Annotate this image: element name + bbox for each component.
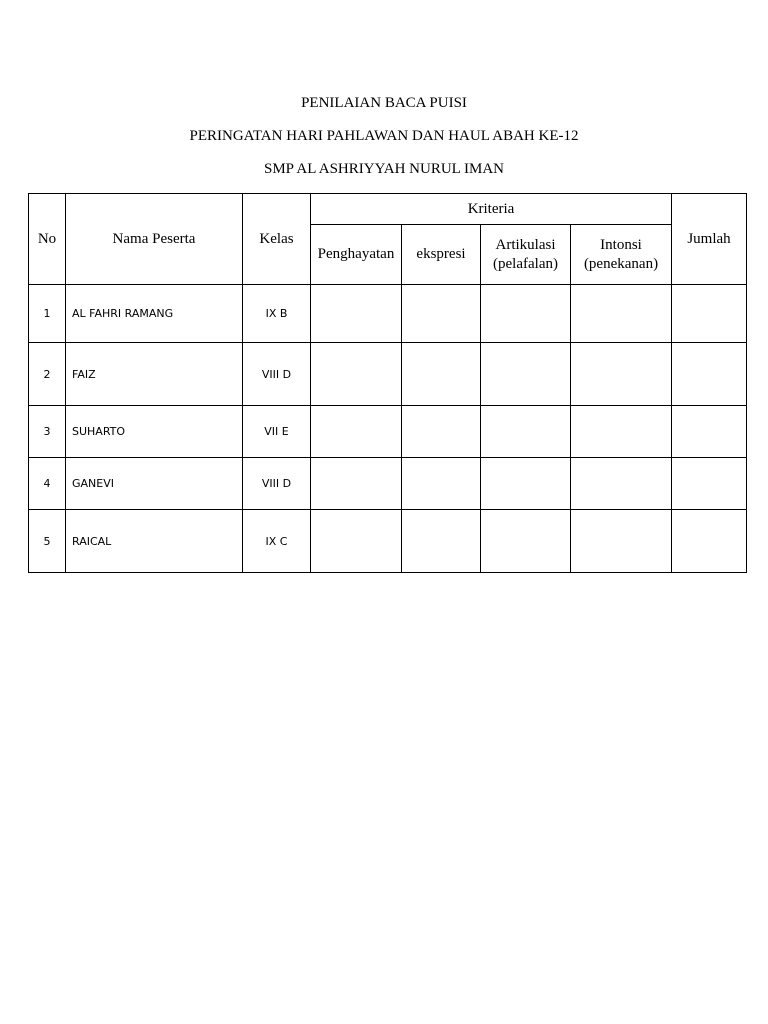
row-no: 3 [29,406,66,458]
header-kriteria: Kriteria [311,194,672,225]
table-row [29,510,747,573]
score-intonasi[interactable] [571,458,672,510]
row-kelas: IX C [243,510,311,573]
score-penghayatan[interactable] [311,510,402,573]
score-intonasi[interactable] [571,285,672,343]
score-jumlah[interactable] [672,458,747,510]
score-penghayatan[interactable] [311,343,402,406]
header-nama-peserta: Nama Peserta [66,194,243,285]
header-intonasi-label: Intonsi [600,236,642,253]
header-artikulasi [481,225,571,285]
table-row [29,285,747,343]
row-nama: GANEVI [66,458,243,510]
assessment-table [28,193,747,573]
row-nama: SUHARTO [66,406,243,458]
score-artikulasi[interactable] [481,406,571,458]
score-ekspresi[interactable] [402,510,481,573]
header-jumlah: Jumlah [672,194,747,285]
event-subtitle: PERINGATAN HARI PAHLAWAN DAN HAUL ABAH KE-12 [189,128,579,144]
row-nama: RAICAL [66,510,243,573]
header-artikulasi-label: Artikulasi [495,236,556,253]
score-intonasi[interactable] [571,510,672,573]
score-intonasi[interactable] [571,343,672,406]
score-artikulasi[interactable] [481,458,571,510]
score-jumlah[interactable] [672,285,747,343]
header-intonasi-note: (penekanan) [583,255,659,272]
row-no: 4 [29,458,66,510]
score-ekspresi[interactable] [402,343,481,406]
row-kelas: IX B [243,285,311,343]
score-ekspresi[interactable] [402,458,481,510]
score-jumlah[interactable] [672,343,747,406]
school-name: SMP AL ASHRIYYAH NURUL IMAN [263,161,505,177]
score-artikulasi[interactable] [481,285,571,343]
score-artikulasi[interactable] [481,343,571,406]
table-row [29,343,747,406]
header-artikulasi-note: (pelafalan) [493,255,558,272]
row-nama: FAIZ [66,343,243,406]
header-intonasi [571,225,672,285]
row-kelas: VIII D [243,343,311,406]
document-title: PENILAIAN BACA PUISI [301,95,467,111]
score-penghayatan[interactable] [311,458,402,510]
score-artikulasi[interactable] [481,510,571,573]
table-row [29,458,747,510]
score-intonasi[interactable] [571,406,672,458]
score-jumlah[interactable] [672,406,747,458]
header-kelas: Kelas [243,194,311,285]
row-kelas: VII E [243,406,311,458]
score-penghayatan[interactable] [311,285,402,343]
header-penghayatan: Penghayatan [311,225,402,285]
row-no: 1 [29,285,66,343]
header-row-top [29,194,747,225]
row-nama: AL FAHRI RAMANG [66,285,243,343]
row-kelas: VIII D [243,458,311,510]
header-no: No [29,194,66,285]
score-ekspresi[interactable] [402,406,481,458]
table-row [29,406,747,458]
row-no: 2 [29,343,66,406]
score-penghayatan[interactable] [311,406,402,458]
score-jumlah[interactable] [672,510,747,573]
header-ekspresi: ekspresi [402,225,481,285]
row-no: 5 [29,510,66,573]
score-ekspresi[interactable] [402,285,481,343]
